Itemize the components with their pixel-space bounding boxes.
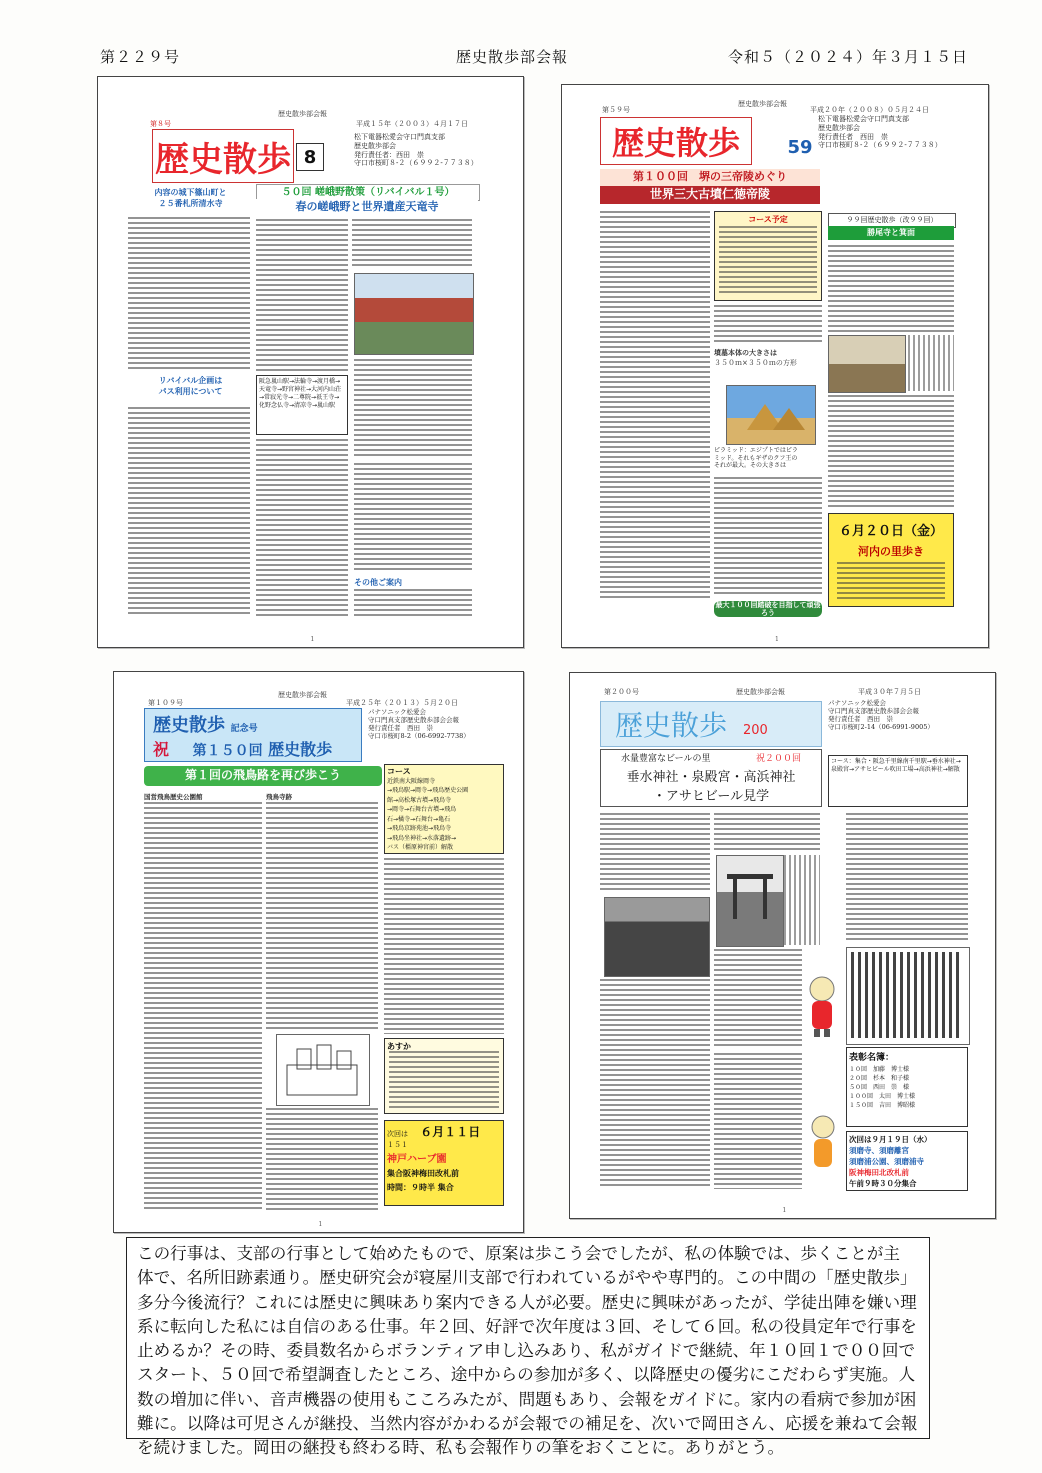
headline-box xyxy=(600,749,822,807)
article-text xyxy=(354,463,472,573)
mascot-icon xyxy=(806,1111,840,1177)
note-line: 系に転向した私には自信のある仕事。年２回、好評で次年度は３回、そして６回。私の役員定年で行事を xyxy=(137,1316,917,1336)
caption-line: ピラミッド：エジプトではピラ xyxy=(714,447,798,454)
page-masthead: 歴史散歩部会報 xyxy=(278,691,327,699)
issue-number: 59 xyxy=(787,136,813,158)
temple-photo xyxy=(354,273,474,355)
column-head: 国営飛鳥歴史公園館 xyxy=(144,793,203,801)
celebrate-text: 祝２００回 xyxy=(755,754,801,764)
title-text: 歴史散歩 xyxy=(615,709,728,742)
page-footer: 1 xyxy=(782,1207,787,1214)
article-text xyxy=(256,219,348,371)
title-text-2: 歴史散歩 xyxy=(268,739,333,759)
pyramid-photo xyxy=(726,385,816,445)
column-head: 飛鳥寺跡 xyxy=(266,793,292,801)
article-text xyxy=(828,395,954,507)
title-box xyxy=(152,129,294,183)
goal-banner: 最大１００回踏破を目指して頑張ろう xyxy=(715,600,821,617)
title-text: 歴史散歩 xyxy=(155,139,291,180)
issue-label: 第５９号 xyxy=(602,106,630,114)
course-line: 近鉄南大阪線岡寺 xyxy=(387,777,436,785)
article-text xyxy=(266,1108,378,1212)
article-text xyxy=(256,439,348,617)
award-row: １５０回 吉田 博昭様 xyxy=(849,1102,916,1109)
stone-monument-icon xyxy=(277,1035,369,1105)
caption-line: ミッド。それもギザのクフ王の xyxy=(714,454,798,462)
note-line: 数の増加に伴い、音声機器の使用もこころみたが、問題もあり、会報をガイドに。家内の看病で参加が困 xyxy=(137,1389,917,1409)
course-line: バス（橿原神宮前）解散 xyxy=(387,844,454,851)
issue-label: 第８号 xyxy=(150,120,171,128)
next-place: 神戸ハーブ園 xyxy=(387,1154,447,1165)
issue-label: 第２００号 xyxy=(604,688,639,696)
revival-line: リバイバル企画は xyxy=(158,376,223,385)
note-line: スタート、５０回で希望調査したところ、途中からの参加が多く、以降歴史の優劣にこだわらず実施。人 xyxy=(137,1365,916,1385)
event-banner: 第１００回 堺の三帝陵めぐり xyxy=(600,169,820,186)
article-text xyxy=(600,211,710,601)
next-event-box xyxy=(846,1131,968,1191)
subhead-line: ２５番札所清水寺 xyxy=(158,199,223,208)
headline: 垂水神社・泉殿宮・高浜神社 xyxy=(626,770,796,785)
article-text xyxy=(144,802,262,1212)
page-date: 平成３０年７月５日 xyxy=(858,688,921,696)
issue-number-box: 8 xyxy=(296,143,324,171)
title-row xyxy=(153,737,332,760)
revival-note xyxy=(128,373,253,403)
article-text xyxy=(600,979,710,1189)
publisher-line: 守口市桜町2-14（06-6991-9005） xyxy=(828,723,934,732)
next-date: ６月２０日（金） xyxy=(838,524,943,539)
size-label: 墳墓本体の大きさは xyxy=(714,348,777,357)
pyramid-caption xyxy=(714,447,798,470)
next-date: ６月１１日 xyxy=(420,1125,481,1139)
publisher-line: 発行責任者：西田 崇 xyxy=(354,150,424,159)
lead-text: 水量豊富なビールの里 xyxy=(621,754,711,764)
article-text xyxy=(354,359,472,459)
note-line: を続けました。岡田の継投も終わる時、私も会報作りの筆をおくことに。ありがとう。 xyxy=(137,1438,785,1458)
course-title: コース予定 xyxy=(748,215,788,224)
celebrate-mark: 祝 xyxy=(153,739,170,759)
vertical-text xyxy=(784,855,820,945)
course-box xyxy=(714,211,822,301)
caption-line: それが最大。その大きさは xyxy=(714,462,787,469)
mascot-icon xyxy=(804,973,840,1039)
title-box xyxy=(600,117,752,165)
calligraphy-image xyxy=(846,947,970,1045)
course-line: →岡寺→石舞台古墳→飛鳥 xyxy=(387,806,457,813)
waterfall-photo xyxy=(604,897,710,977)
aska-title: あすか xyxy=(387,1042,411,1051)
next-place: 須磨寺、須磨離宮 xyxy=(849,1146,909,1155)
publisher-line: 歴史散歩部会 xyxy=(354,141,396,150)
page-date: 平成２０年（２００８）０５月２４日 xyxy=(810,106,929,114)
next-meeting: 集合阪神梅田改札前 xyxy=(387,1169,459,1178)
headline-top xyxy=(603,751,819,764)
title-box xyxy=(600,701,822,747)
publisher-line: 発行責任者 西田 崇 xyxy=(368,724,433,733)
subhead-line: 内容の城下篠山町と xyxy=(154,188,227,197)
publisher-line: 守口門真支部歴史散歩部会会報 xyxy=(828,707,919,716)
note-line: 止めるか？その時、委員数名からボランティア申し込みあり、私がガイドで継続、年１０回１で００回で xyxy=(137,1341,916,1361)
course-line: →飛鳥坐神社→水落遺跡→ xyxy=(387,834,457,842)
page-date: 平成２５年（２０１３）５月２０日 xyxy=(346,699,458,707)
course-box xyxy=(384,764,504,854)
publisher-info xyxy=(828,699,934,732)
page-date: 平成１５年（２００３）４月１７日 xyxy=(356,120,468,128)
torii-icon xyxy=(717,856,783,946)
publisher-line: 歴史散歩部会 xyxy=(818,123,860,132)
article-text xyxy=(714,949,802,1049)
article-text xyxy=(128,407,250,617)
page-masthead: 歴史散歩部会報 xyxy=(278,110,327,118)
page-footer: 1 xyxy=(310,636,315,643)
newsletter-page-109 xyxy=(113,671,524,1233)
publisher-info xyxy=(354,133,478,168)
publisher-line: 守口門真支部歴史散歩部会会報 xyxy=(368,716,459,725)
page-masthead: 歴史散歩部会報 xyxy=(738,100,787,108)
next-event-box xyxy=(828,513,954,607)
closing-note xyxy=(126,1237,930,1458)
newsletter-page-8 xyxy=(97,76,524,648)
award-list xyxy=(849,1065,965,1110)
page-masthead: 歴史散歩部会報 xyxy=(736,688,785,696)
publisher-line: 守口市桜町８-２（６９９２-７７３８） xyxy=(818,141,942,150)
publisher-info xyxy=(368,708,470,741)
event-banner: ５０回 嵯峨野散策（リバイバル１号） xyxy=(256,184,480,201)
illustration xyxy=(276,1034,370,1106)
award-row: ２０回 杉本 和子様 xyxy=(849,1075,910,1082)
award-row: １００回 太田 博士様 xyxy=(849,1093,916,1100)
next-place-2: 須磨浦公園、須磨浦寺 xyxy=(849,1157,924,1166)
publisher-line: 守口市桜町８-２（６９９２-７７３８） xyxy=(354,159,478,168)
next-number: １５１ xyxy=(387,1141,408,1149)
event-banner-sub: 春の嵯峨野と世界遺産天竜寺 xyxy=(256,199,478,215)
vertical-text xyxy=(908,335,954,391)
article-text xyxy=(384,858,504,1034)
award-box xyxy=(846,1047,968,1127)
newsletter-name: 歴史散歩部会報 xyxy=(456,48,569,66)
publisher-line: パナソニック松愛会 xyxy=(368,708,427,716)
side-subtitle: 勝尾寺と箕面 xyxy=(828,226,954,240)
publisher-line: 松下電器松愛会守口門真支部 xyxy=(354,133,445,141)
course-line: →飛鳥京跡苑池→飛鳥寺 xyxy=(387,825,452,832)
aska-box xyxy=(384,1038,504,1114)
pyramid-icon xyxy=(727,386,815,444)
article-text xyxy=(600,813,710,893)
publisher-line: 発行責任者 西田 崇 xyxy=(818,132,888,141)
article-text xyxy=(714,1053,802,1189)
publisher-line: パナソニック松愛会 xyxy=(828,699,887,707)
next-event-box xyxy=(384,1120,504,1206)
course-title: コース xyxy=(387,767,411,776)
size-value: ３５０ｍ×３５０ｍの方形 xyxy=(714,359,797,367)
title-suffix: 記念号 xyxy=(230,723,258,734)
article-text xyxy=(354,589,472,617)
note-line: 多分今後流行？これには歴史に興味あり案内できる人が必要。歴史に興味があったが、学徒出陣を嫌い理 xyxy=(137,1292,917,1312)
issue-number: 第２２９号 xyxy=(100,48,181,66)
event-banner: 第１回の飛鳥路を再び歩こう xyxy=(144,766,382,786)
next-label-row xyxy=(387,1123,501,1140)
course-text xyxy=(719,226,817,296)
title-box xyxy=(144,708,362,762)
award-row: ５０回 西田 崇 様 xyxy=(849,1084,910,1091)
course-box: コース：集合・阪急千里線南千里駅→垂水神社→泉殿宮→アサヒビール吹田工場→高浜神社→解散 xyxy=(828,755,968,807)
article-text xyxy=(846,813,968,943)
note-line: 体で、名所旧跡素通り。歴史研究会が寝屋川支部で行われているがやや専門的。この中間の「歴史散歩」 xyxy=(137,1268,917,1288)
publisher-info xyxy=(818,115,942,150)
subhead-left xyxy=(128,185,253,213)
ordinal: 第１５０回 xyxy=(192,742,263,759)
page-footer: 1 xyxy=(775,636,779,643)
article-text xyxy=(266,802,378,1030)
article-text xyxy=(828,245,954,333)
course-line: 館→高松塚古墳→飛鳥寺 xyxy=(387,796,452,804)
mascot-image xyxy=(804,973,840,1039)
article-text xyxy=(714,813,820,853)
article-text xyxy=(714,305,822,345)
article-text xyxy=(714,477,822,597)
article-text xyxy=(128,217,250,369)
publisher-line: 守口市桜町8-2（06-6992-7738） xyxy=(368,732,470,741)
course-box: 阪急嵐山駅→法輪寺→渡月橋→天竜寺→野宮神社→大河内山荘→常寂光寺→二尊院→祇王寺→化野念仏寺→清凉寺→嵐山駅 xyxy=(256,375,348,435)
event-banner-sub: 世界三大古墳仁徳帝陵 xyxy=(600,186,820,204)
page-footer: 1 xyxy=(318,1221,323,1228)
next-place: 河内の里歩き xyxy=(858,545,924,558)
section-head: その他ご案内 xyxy=(354,577,402,587)
event-photo xyxy=(828,335,906,393)
publisher-line: 松下電器松愛会守口門真支部 xyxy=(818,115,909,123)
side-title: ９９回歴史散歩（改９９回） xyxy=(828,213,956,228)
article-text xyxy=(352,219,472,269)
issue-date: 令和５（２０２４）年３月１５日 xyxy=(728,48,969,66)
newsletter-page-200 xyxy=(569,672,996,1219)
issue-number: 200 xyxy=(743,722,768,738)
next-details xyxy=(837,562,945,600)
mascot-image-2 xyxy=(806,1111,840,1177)
next-time: 午前９時３０分集合 xyxy=(849,1179,917,1188)
calligraphy-strokes xyxy=(851,952,963,1038)
note-line: この行事は、支部の行事として始めたもので、原案は歩こう会でしたが、私の体験では、歩くことが主 xyxy=(137,1244,900,1263)
shrine-photo xyxy=(716,855,784,947)
title-row xyxy=(153,711,258,737)
note-line: 難に。以降は可児さんが継投、当然内容がかわるが会報での補足を、次いで岡田さん、応援を兼ねて会報 xyxy=(137,1414,918,1434)
next-label: 次回は xyxy=(387,1130,408,1138)
award-row: １０回 加藤 博士様 xyxy=(849,1066,910,1073)
course-line: →飛鳥駅→岡寺→飛鳥歴史公園 xyxy=(387,787,469,794)
newsletter-page-59 xyxy=(561,84,989,648)
title-text: 歴史散歩 xyxy=(153,714,225,736)
award-title: 表彰名簿： xyxy=(849,1053,895,1063)
course-line: 石→橘寺→石舞台→亀石 xyxy=(387,815,451,823)
revival-line: パス利用について xyxy=(158,387,223,396)
title-text: 歴史散歩 xyxy=(611,124,740,162)
next-meeting: 阪神梅田北改札前 xyxy=(849,1168,909,1177)
headline-2: ・アサヒビール見学 xyxy=(652,789,770,804)
next-time: 時間：９時半 集合 xyxy=(387,1183,454,1192)
publisher-line: 発行責任者 西田 崇 xyxy=(828,715,893,724)
next-date: 次回は９月１９日（水） xyxy=(849,1135,932,1144)
issue-label: 第１０９号 xyxy=(148,699,183,707)
aska-text xyxy=(389,1051,499,1109)
